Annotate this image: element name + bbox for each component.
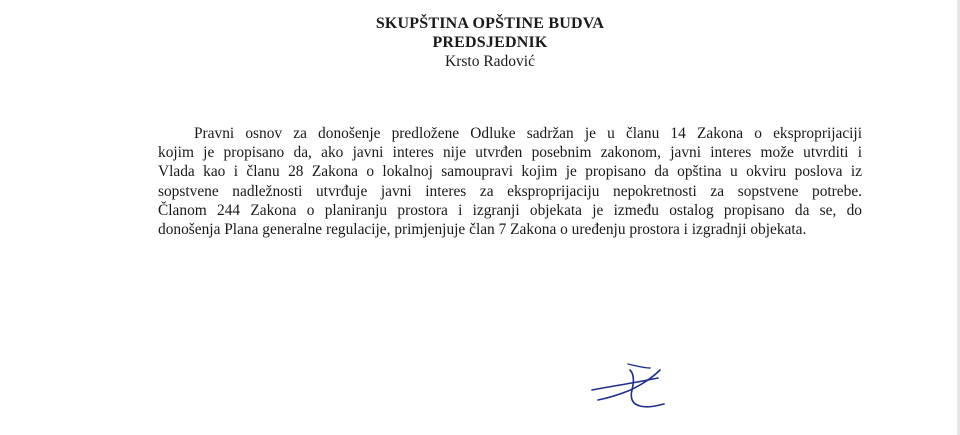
handwritten-signature xyxy=(588,360,668,412)
paragraph-line: Članom 244 Zakona o planiranju prostora i izgranji objekata je između ostalog propisano da se, do xyxy=(158,201,862,219)
paragraph-line: Pravni osnov za donošenje predložene Odluke sadržan je u članu 14 Zakona o eksproprijaciji xyxy=(194,125,862,142)
paragraph-line: donošenja Plana generalne regulacije, primjenjuje član 7 Zakona o uređenju prostora i izgradnji objekata. xyxy=(158,221,807,239)
letterhead xyxy=(0,14,960,71)
role-title: PREDSJEDNIK xyxy=(432,34,548,51)
organization-title: SKUPŠTINA OPŠTINE BUDVA xyxy=(375,15,605,32)
paragraph-line: Vlada kao i članu 28 Zakona o lokalnoj samoupravi kojim je propisano da opština u okviru poslova iz xyxy=(158,163,862,181)
paragraph-line: sopstvene nadležnosti utvrđuje javni interes za eksproprijaciju nepokretnosti za sopstvene potrebe. xyxy=(158,182,862,200)
legal-basis-paragraph xyxy=(158,124,862,239)
paragraph-line: kojim je propisano da, ako javni interes nije utvrđen posebnim zakonom, javni interes može utvrditi i xyxy=(158,144,862,162)
signatory-name: Krsto Radović xyxy=(445,53,535,70)
